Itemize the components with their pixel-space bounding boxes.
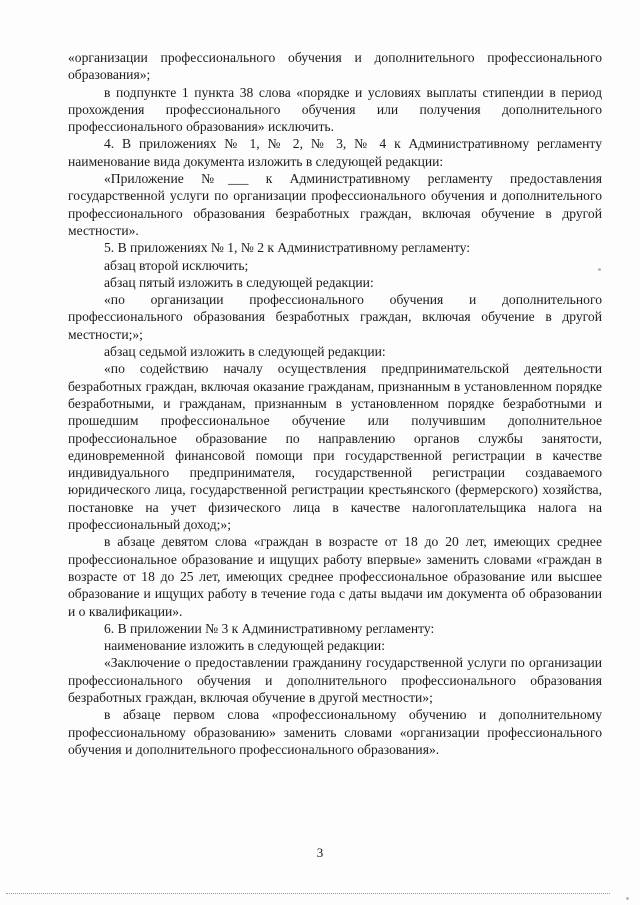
paragraph: абзац пятый изложить в следующей редакции: [104,274,374,290]
paragraph: «Приложение №___ к Административному регламенту предоставления государственной услуги по организации профессионального обучения и дополнительного профессионального образования безработных граждан, включая обучение в другой местности». [68,171,602,238]
paragraph: в абзаце девятом слова «граждан в возрасте от 18 до 20 лет, имеющих среднее профессиональное образование и ищущих работу впервые» заменить словами «граждан в возрасте от 18 до 25 лет, имеющих среднее профессиональное образование или высшее образование и ищущих работу в течение года с даты выдачи им документа об образовании и о квалификации». [68,534,602,619]
paragraph: в подпункте 1 пункта 38 слова «порядке и условиях выплаты стипендии в период прохождения профессионального обучения или получения дополнительного профессионального образования» исключить. [68,84,602,135]
page-number: 3 [316,845,324,860]
paragraph: 5. В приложениях № 1, № 2 к Административному регламенту: [104,240,471,256]
bottom-scan-rule [6,893,610,894]
paragraph: наименование изложить в следующей редакции: [104,638,385,654]
paragraph: 4. В приложениях № 1, № 2, № 3, № 4 к Административному регламенту наименование вида документа изложить в следующей редакции: [68,136,602,169]
paragraph: «по организации профессионального обучения и дополнительного профессионального образования безработных граждан, включая обучение в другой местности;»; [68,292,602,342]
paragraph: абзац седьмой изложить в следующей редакции: [104,344,386,360]
paragraph: в абзаце первом слова «профессиональному обучению и дополнительному профессиональному образованию» заменить словами «организации профессионального обучения и дополнительного профессионального образования». [68,707,602,757]
scan-speck [598,268,601,271]
scan-speck [626,897,629,900]
paragraph: «организации профессионального обучения и дополнительного профессионального образования»; [68,50,602,83]
paragraph: «по содействию началу осуществления предпринимательской деятельности безработных граждан, включая оказание гражданам, признанным в установленном порядке безработными, и гражданам, признанным в установленном порядке безработными и прошедшим профессиональное обучение или получившим дополнительное профессиональное образование по направлению органов службы занятости, единовременной финансовой помощи при государственной регистрации в качестве индивидуального предпринимателя, государственной регистрации создаваемого юридического лица, государственной регистрации крестьянского (фермерского) хозяйства, постановке на учет физического лица в качестве налогоплательщика налога на профессиональный доход;»; [68,361,602,533]
paragraph: 6. В приложении № 3 к Административному регламенту: [104,620,435,636]
paragraph: абзац второй исключить; [104,257,249,273]
paragraph: «Заключение о предоставлении гражданину государственной услуги по организации профессионального обучения и дополнительного профессионального образования безработных граждан, включая обучение в другой местности»; [68,655,602,705]
document-body [68,49,602,758]
